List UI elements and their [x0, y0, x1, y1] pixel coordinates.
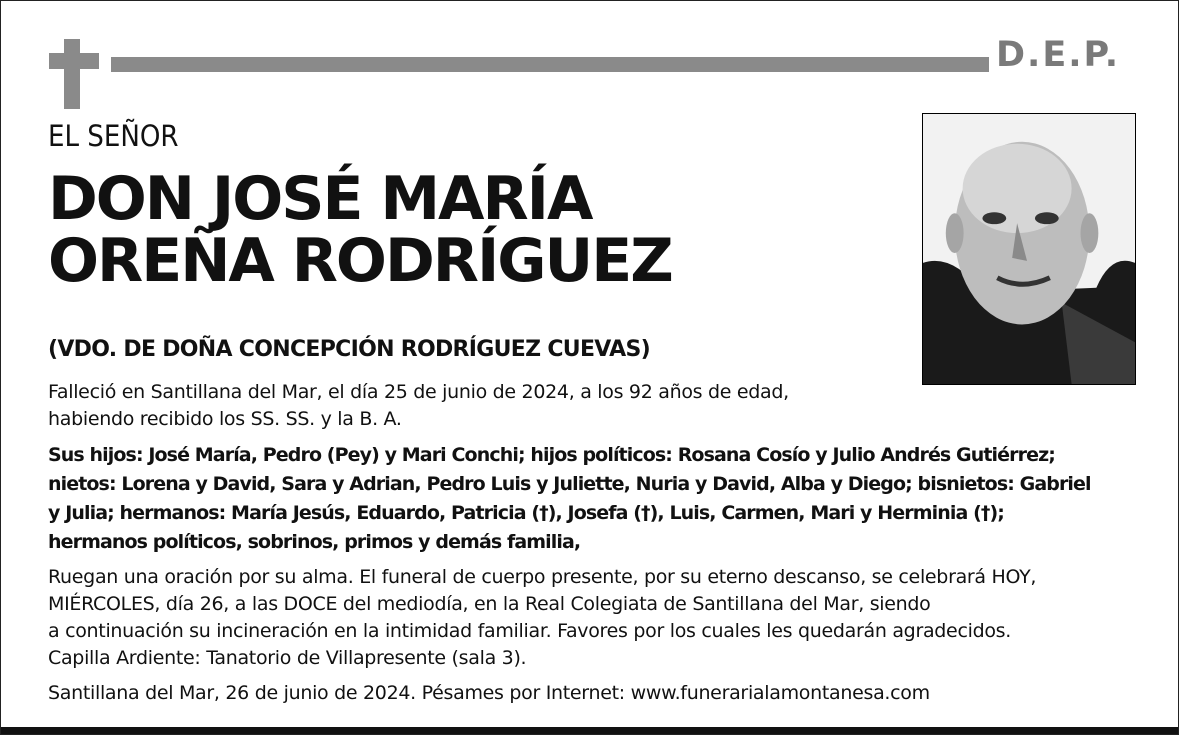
text-line: hermanos políticos, sobrinos, primos y demás familia,: [48, 531, 581, 553]
widow-line: (VDO. DE DOÑA CONCEPCIÓN RODRÍGUEZ CUEVAS): [48, 337, 650, 362]
bottom-rule: [1, 727, 1178, 734]
name-line-2: OREÑA RODRÍGUEZ: [48, 226, 672, 296]
name-line-1: DON JOSÉ MARÍA: [48, 164, 592, 234]
portrait-photo: [922, 113, 1136, 385]
deceased-name: [48, 164, 672, 296]
text-line: Sus hijos: José María, Pedro (Pey) y Mari Conchi; hijos políticos: Rosana Cosío y Julio Andrés Gutiérrez;: [48, 444, 1055, 466]
cross-icon: [64, 39, 80, 109]
text-line: Falleció en Santillana del Mar, el día 25 de junio de 2024, a los 92 años de edad,: [48, 381, 789, 403]
header-rule: [111, 57, 989, 72]
text-line: habiendo recibido los SS. SS. y la B. A.: [48, 408, 402, 430]
text-line: a continuación su incineración en la intimidad familiar. Favores por los cuales les quedarán agradecidos.: [48, 620, 1011, 642]
dep-label: D.E.P.: [996, 35, 1121, 75]
text-line: MIÉRCOLES, día 26, a las DOCE del mediodía, en la Real Colegiata de Santillana del Mar, siendo: [48, 593, 931, 615]
text-line: Capilla Ardiente: Tanatorio de Villapresente (sala 3).: [48, 647, 527, 669]
funeral-paragraph: [48, 564, 1036, 672]
cross-icon-bar: [49, 53, 99, 69]
death-paragraph: [48, 379, 789, 433]
footer-line: Santillana del Mar, 26 de junio de 2024. Pésames por Internet: www.funerarialamontanesa.com: [48, 682, 930, 704]
text-line: Ruegan una oración por su alma. El funeral de cuerpo presente, por su eterno descanso, se celebrará HOY,: [48, 566, 1037, 588]
title-prefix: EL SEÑOR: [48, 119, 179, 153]
family-paragraph: [48, 441, 1091, 557]
text-line: y Julia; hermanos: María Jesús, Eduardo, Patricia (†), Josefa (†), Luis, Carmen, Mari y Herminia (†);: [48, 502, 1004, 524]
text-line: nietos: Lorena y David, Sara y Adrian, Pedro Luis y Juliette, Nuria y David, Alba y Diego; bisnietos: Gabriel: [48, 473, 1091, 495]
